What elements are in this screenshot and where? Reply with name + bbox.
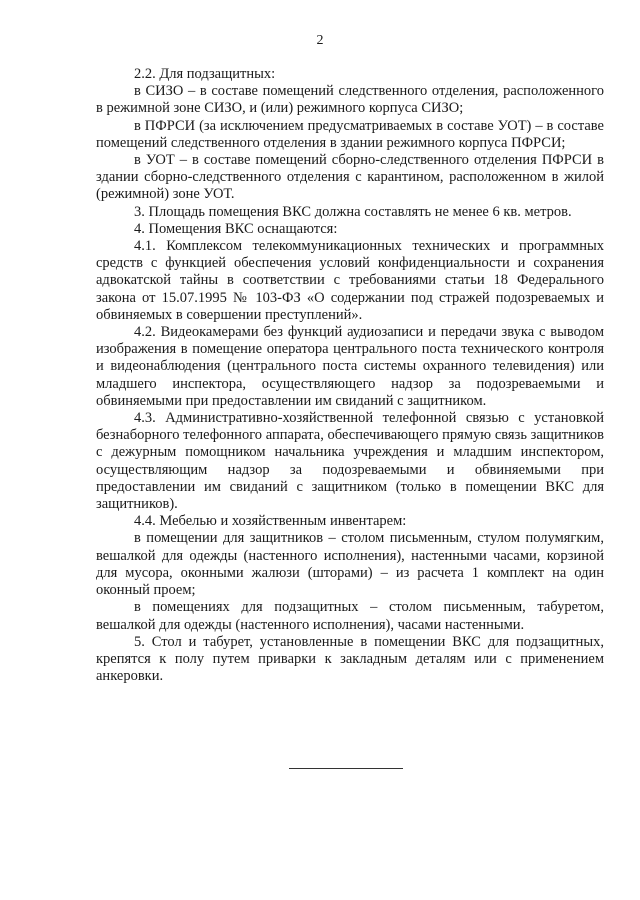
section-4-2-paragraph: 4.2. Видеокамерами без функций аудиозаписи и передачи звука с выводом изображения в помещение оператора центрального поста технического контроля и видеонаблюдения (центрального поста системы охранного телевидения) или младшего инспектора, осуществляющего надзор за подозреваемыми и обвиняемыми при предоставлении им свиданий с защитником. bbox=[96, 324, 604, 409]
pfrsi-paragraph: в ПФРСИ (за исключением предусматриваемых в составе УОТ) – в составе помещений следственного отделения в здании режимного корпуса ПФРСИ; bbox=[96, 117, 604, 151]
sizo-paragraph: в СИЗО – в составе помещений следственного отделения, расположенного в режимной зоне СИЗО, и (или) режимного корпуса СИЗО; bbox=[96, 83, 604, 117]
section-4-3-paragraph: 4.3. Административно-хозяйственной телефонной связью с установкой безнаборного телефонного аппарата, обеспечивающего прямую связь защитников с дежурным помощником начальника учреждения и младшим инспектором, осуществляющим надзор за подозреваемыми и обвиняемыми при предоставлении им свиданий с защитником (только в помещении ВКС для защитников). bbox=[96, 410, 604, 513]
defenders-room-paragraph: в помещении для защитников – столом письменным, стулом полумягким, вешалкой для одежды (настенного исполнения), настенными часами, корзиной для мусора, оконными жалюзи (шторами) – из расчета 1 комплект на один оконный проем; bbox=[96, 530, 604, 599]
footer-divider bbox=[289, 768, 403, 769]
defendants-room-paragraph: в помещениях для подзащитных – столом письменным, табуретом, вешалкой для одежды (настенного исполнения), часами настенными. bbox=[96, 599, 604, 633]
section-3-paragraph: 3. Площадь помещения ВКС должна составлять не менее 6 кв. метров. bbox=[134, 203, 572, 220]
section-4-1-paragraph: 4.1. Комплексом телекоммуникационных технических и программных средств с функцией обеспечения условий конфиденциальности и сохранения адвокатской тайны в соответствии с требованиями статьи 18 Федерального закона от 15.07.1995 № 103-ФЗ «О содержании под стражей подозреваемых и обвиняемых в совершении преступлений». bbox=[96, 238, 604, 323]
section-2-2-heading: 2.2. Для подзащитных: bbox=[134, 66, 276, 82]
page-number: 2 bbox=[316, 33, 324, 48]
section-5-paragraph: 5. Стол и табурет, установленные в помещении ВКС для подзащитных, крепятся к полу путем приварки к закладным деталям или с применением анкеровки. bbox=[96, 633, 604, 685]
section-4-heading: 4. Помещения ВКС оснащаются: bbox=[134, 220, 338, 237]
uot-paragraph: в УОТ – в составе помещений сборно-следственного отделения ПФРСИ в здании сборно-следственного отделения с карантином, расположенном в жилой (режимной) зоне УОТ. bbox=[96, 152, 604, 203]
document-body bbox=[96, 66, 604, 685]
section-4-4-heading: 4.4. Мебелью и хозяйственным инвентарем: bbox=[134, 513, 407, 530]
